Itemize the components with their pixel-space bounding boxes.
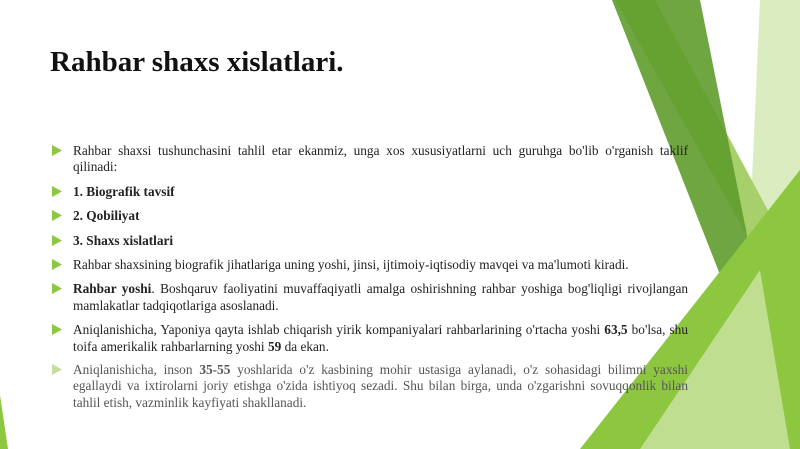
bullet-value: 59 — [267, 338, 282, 354]
list-item — [52, 143, 688, 176]
green-triangle-arrow-icon — [52, 145, 62, 156]
bullet-text: bo'lsa, shu toifa amerikalik rahbarlarning yoshi — [73, 322, 688, 354]
bullet-text: da ekan. — [281, 338, 329, 354]
bullet-value: 35-55 — [199, 362, 231, 378]
left-green-sliver — [0, 395, 8, 449]
bullet-text: 2. Qobiliyat — [73, 208, 140, 224]
list-item — [52, 208, 688, 224]
bullet-list — [52, 143, 688, 411]
list-item — [52, 184, 688, 200]
bullet-value: 63,5 — [604, 322, 628, 338]
bullet-text: . Boshqaruv faoliyatini muvaffaqiyatli amalga oshirishning rahbar yoshiga bog'liqligi rivojlangan mamlakatlar tadqiqotlariga asoslanadi. — [73, 281, 688, 313]
list-item — [52, 362, 688, 411]
bullet-bold-text: Rahbar yoshi — [73, 281, 152, 297]
bullet-text: Rahbar shaxsining biografik jihatlariga uning yoshi, jinsi, ijtimoiy-iqtisodiy mavqei va ma'lumoti kiradi. — [73, 257, 629, 273]
list-item — [52, 281, 688, 314]
slide-title: Rahbar shaxs xislatlari. — [50, 46, 344, 78]
green-triangle-arrow-icon — [52, 364, 62, 375]
green-triangle-arrow-icon — [52, 259, 62, 270]
bullet-text: 1. Biografik tavsif — [73, 183, 175, 199]
list-item — [52, 233, 688, 249]
bullet-text: Rahbar shaxsi tushunchasini tahlil etar ekanmiz, unga xos xususiyatlarni uch guruhga bo'lib o'rganish taklif qilinadi: — [73, 143, 688, 175]
green-triangle-arrow-icon — [52, 283, 62, 294]
green-triangle-arrow-icon — [52, 186, 62, 197]
green-triangle-arrow-icon — [52, 235, 62, 246]
list-item — [52, 257, 688, 273]
green-triangle-arrow-icon — [52, 210, 62, 221]
list-item — [52, 322, 688, 355]
bullet-text: Aniqlanishicha, inson — [73, 362, 200, 378]
bullet-text: 3. Shaxs xislatlari — [73, 232, 174, 248]
bullet-text: yoshlarida o'z kasbining mohir ustasiga aylanadi, o'z sohasidagi bilimni yaxshi egallaydi va ixtirolarni joriy etishga o'zida ishtiyoq sezadi. Shu bilan birga, unda o'zgarishni sovuqqonlik bilan tahlil etish, vazminlik kayfiyati shakllanadi. — [73, 362, 688, 410]
green-triangle-arrow-icon — [52, 324, 62, 335]
bullet-text: Aniqlanishicha, Yaponiya qayta ishlab chiqarish yirik kompaniyalari rahbarlarining o'rtacha yoshi — [73, 322, 605, 338]
